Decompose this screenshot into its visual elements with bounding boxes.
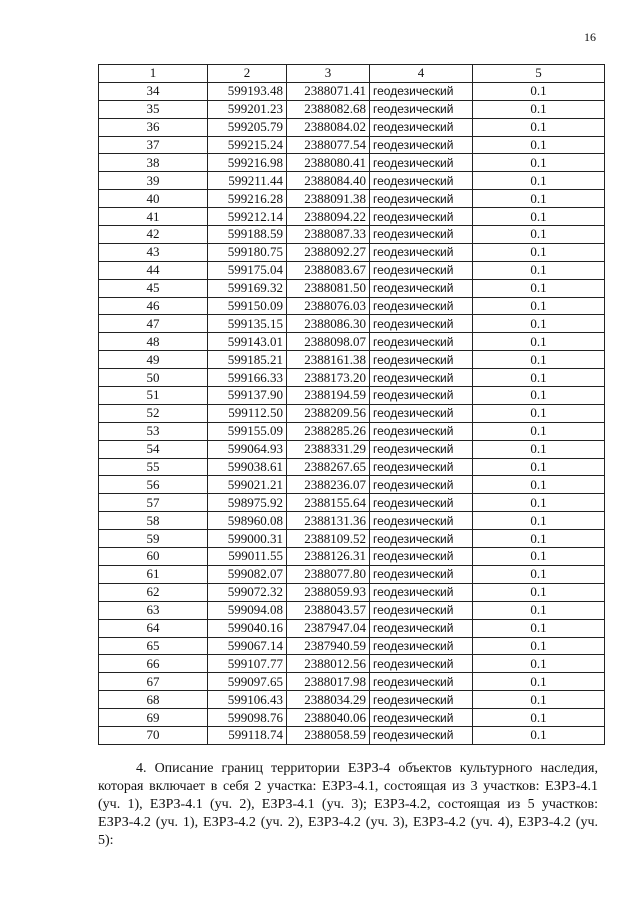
y-coordinate-cell: 2388173.20 [287, 369, 370, 387]
accuracy-cell: 0.1 [473, 118, 605, 136]
table-row [99, 387, 605, 405]
method-cell: геодезический [370, 726, 473, 744]
y-coordinate-cell: 2388131.36 [287, 512, 370, 530]
x-coordinate-cell: 599205.79 [208, 118, 287, 136]
accuracy-cell: 0.1 [473, 726, 605, 744]
table-row [99, 601, 605, 619]
accuracy-cell: 0.1 [473, 637, 605, 655]
point-number-cell: 45 [99, 279, 208, 297]
table-row [99, 190, 605, 208]
x-coordinate-cell: 599150.09 [208, 297, 287, 315]
accuracy-cell: 0.1 [473, 351, 605, 369]
point-number-cell: 42 [99, 226, 208, 244]
y-coordinate-cell: 2388083.67 [287, 261, 370, 279]
x-coordinate-cell: 599216.98 [208, 154, 287, 172]
accuracy-cell: 0.1 [473, 369, 605, 387]
accuracy-cell: 0.1 [473, 565, 605, 583]
x-coordinate-cell: 599212.14 [208, 208, 287, 226]
point-number-cell: 41 [99, 208, 208, 226]
method-cell: геодезический [370, 387, 473, 405]
y-coordinate-cell: 2388087.33 [287, 226, 370, 244]
y-coordinate-cell: 2388285.26 [287, 422, 370, 440]
table-row [99, 619, 605, 637]
method-cell: геодезический [370, 172, 473, 190]
method-cell: геодезический [370, 279, 473, 297]
table-row [99, 154, 605, 172]
point-number-cell: 55 [99, 458, 208, 476]
x-coordinate-cell: 599067.14 [208, 637, 287, 655]
method-cell: геодезический [370, 404, 473, 422]
x-coordinate-cell: 599188.59 [208, 226, 287, 244]
x-coordinate-cell: 599193.48 [208, 82, 287, 100]
table-row [99, 118, 605, 136]
accuracy-cell: 0.1 [473, 226, 605, 244]
point-number-cell: 44 [99, 261, 208, 279]
header-cell-2: 2 [208, 65, 287, 83]
x-coordinate-cell: 599097.65 [208, 673, 287, 691]
table-row [99, 208, 605, 226]
table-row [99, 136, 605, 154]
method-cell: геодезический [370, 315, 473, 333]
accuracy-cell: 0.1 [473, 404, 605, 422]
point-number-cell: 57 [99, 494, 208, 512]
table-row [99, 494, 605, 512]
point-number-cell: 64 [99, 619, 208, 637]
y-coordinate-cell: 2388081.50 [287, 279, 370, 297]
method-cell: геодезический [370, 512, 473, 530]
point-number-cell: 36 [99, 118, 208, 136]
accuracy-cell: 0.1 [473, 333, 605, 351]
table-row [99, 726, 605, 744]
point-number-cell: 40 [99, 190, 208, 208]
accuracy-cell: 0.1 [473, 136, 605, 154]
table-header-row [99, 65, 605, 83]
method-cell: геодезический [370, 691, 473, 709]
point-number-cell: 65 [99, 637, 208, 655]
point-number-cell: 37 [99, 136, 208, 154]
y-coordinate-cell: 2388077.80 [287, 565, 370, 583]
y-coordinate-cell: 2387947.04 [287, 619, 370, 637]
method-cell: геодезический [370, 583, 473, 601]
accuracy-cell: 0.1 [473, 601, 605, 619]
point-number-cell: 58 [99, 512, 208, 530]
method-cell: геодезический [370, 548, 473, 566]
accuracy-cell: 0.1 [473, 512, 605, 530]
y-coordinate-cell: 2388126.31 [287, 548, 370, 566]
method-cell: геодезический [370, 333, 473, 351]
page-number: 16 [584, 30, 596, 44]
x-coordinate-cell: 598975.92 [208, 494, 287, 512]
method-cell: геодезический [370, 226, 473, 244]
accuracy-cell: 0.1 [473, 619, 605, 637]
y-coordinate-cell: 2387940.59 [287, 637, 370, 655]
point-number-cell: 50 [99, 369, 208, 387]
header-cell-4: 4 [370, 65, 473, 83]
y-coordinate-cell: 2388058.59 [287, 726, 370, 744]
method-cell: геодезический [370, 369, 473, 387]
point-number-cell: 52 [99, 404, 208, 422]
method-cell: геодезический [370, 100, 473, 118]
table-row [99, 476, 605, 494]
accuracy-cell: 0.1 [473, 583, 605, 601]
method-cell: геодезический [370, 208, 473, 226]
coordinates-table [98, 64, 605, 745]
x-coordinate-cell: 599094.08 [208, 601, 287, 619]
accuracy-cell: 0.1 [473, 530, 605, 548]
table-row [99, 655, 605, 673]
accuracy-cell: 0.1 [473, 100, 605, 118]
method-cell: геодезический [370, 261, 473, 279]
method-cell: геодезический [370, 440, 473, 458]
point-number-cell: 47 [99, 315, 208, 333]
x-coordinate-cell: 599166.33 [208, 369, 287, 387]
accuracy-cell: 0.1 [473, 387, 605, 405]
accuracy-cell: 0.1 [473, 243, 605, 261]
point-number-cell: 39 [99, 172, 208, 190]
table-row [99, 243, 605, 261]
accuracy-cell: 0.1 [473, 315, 605, 333]
x-coordinate-cell: 599118.74 [208, 726, 287, 744]
accuracy-cell: 0.1 [473, 172, 605, 190]
method-cell: геодезический [370, 494, 473, 512]
y-coordinate-cell: 2388012.56 [287, 655, 370, 673]
table-row [99, 440, 605, 458]
y-coordinate-cell: 2388071.41 [287, 82, 370, 100]
method-cell: геодезический [370, 601, 473, 619]
y-coordinate-cell: 2388331.29 [287, 440, 370, 458]
method-cell: геодезический [370, 655, 473, 673]
accuracy-cell: 0.1 [473, 297, 605, 315]
header-cell-1: 1 [99, 65, 208, 83]
x-coordinate-cell: 599072.32 [208, 583, 287, 601]
x-coordinate-cell: 599175.04 [208, 261, 287, 279]
y-coordinate-cell: 2388084.02 [287, 118, 370, 136]
point-number-cell: 38 [99, 154, 208, 172]
table-row [99, 261, 605, 279]
x-coordinate-cell: 599180.75 [208, 243, 287, 261]
y-coordinate-cell: 2388155.64 [287, 494, 370, 512]
point-number-cell: 49 [99, 351, 208, 369]
method-cell: геодезический [370, 351, 473, 369]
y-coordinate-cell: 2388080.41 [287, 154, 370, 172]
accuracy-cell: 0.1 [473, 154, 605, 172]
x-coordinate-cell: 599169.32 [208, 279, 287, 297]
y-coordinate-cell: 2388076.03 [287, 297, 370, 315]
table-row [99, 565, 605, 583]
y-coordinate-cell: 2388209.56 [287, 404, 370, 422]
y-coordinate-cell: 2388091.38 [287, 190, 370, 208]
y-coordinate-cell: 2388094.22 [287, 208, 370, 226]
method-cell: геодезический [370, 297, 473, 315]
table-row [99, 100, 605, 118]
table-row [99, 583, 605, 601]
method-cell: геодезический [370, 190, 473, 208]
y-coordinate-cell: 2388267.65 [287, 458, 370, 476]
x-coordinate-cell: 599106.43 [208, 691, 287, 709]
x-coordinate-cell: 599021.21 [208, 476, 287, 494]
point-number-cell: 51 [99, 387, 208, 405]
point-number-cell: 48 [99, 333, 208, 351]
x-coordinate-cell: 599107.77 [208, 655, 287, 673]
method-cell: геодезический [370, 709, 473, 727]
table-row [99, 351, 605, 369]
point-number-cell: 70 [99, 726, 208, 744]
accuracy-cell: 0.1 [473, 190, 605, 208]
accuracy-cell: 0.1 [473, 440, 605, 458]
x-coordinate-cell: 599064.93 [208, 440, 287, 458]
description-paragraph: 4. Описание границ территории ЕЗРЗ-4 объектов культурного наследия, которая включает в себя 2 участка: ЕЗРЗ-4.1, состоящая из 3 участков: ЕЗРЗ-4.1 (уч. 1), ЕЗРЗ-4.1 (уч. 2), ЕЗРЗ-4.1 (уч. 3); ЕЗРЗ-4.2, состоящая из 5 участков: ЕЗРЗ-4.2 (уч. 1), ЕЗРЗ-4.2 (уч. 2), ЕЗРЗ-4.2 (уч. 3), ЕЗРЗ-4.2 (уч. 4), ЕЗРЗ-4.2 (уч. 5): [98, 761, 598, 848]
x-coordinate-cell: 599112.50 [208, 404, 287, 422]
table-row [99, 279, 605, 297]
x-coordinate-cell: 599038.61 [208, 458, 287, 476]
method-cell: геодезический [370, 476, 473, 494]
method-cell: геодезический [370, 565, 473, 583]
y-coordinate-cell: 2388043.57 [287, 601, 370, 619]
table-row [99, 673, 605, 691]
x-coordinate-cell: 599185.21 [208, 351, 287, 369]
y-coordinate-cell: 2388086.30 [287, 315, 370, 333]
y-coordinate-cell: 2388034.29 [287, 691, 370, 709]
accuracy-cell: 0.1 [473, 208, 605, 226]
method-cell: геодезический [370, 673, 473, 691]
accuracy-cell: 0.1 [473, 476, 605, 494]
x-coordinate-cell: 599211.44 [208, 172, 287, 190]
x-coordinate-cell: 598960.08 [208, 512, 287, 530]
table-row [99, 369, 605, 387]
x-coordinate-cell: 599155.09 [208, 422, 287, 440]
table-row [99, 422, 605, 440]
x-coordinate-cell: 599201.23 [208, 100, 287, 118]
point-number-cell: 60 [99, 548, 208, 566]
accuracy-cell: 0.1 [473, 655, 605, 673]
y-coordinate-cell: 2388084.40 [287, 172, 370, 190]
method-cell: геодезический [370, 243, 473, 261]
point-number-cell: 53 [99, 422, 208, 440]
table-row [99, 637, 605, 655]
table-row [99, 82, 605, 100]
x-coordinate-cell: 599011.55 [208, 548, 287, 566]
section-description [98, 760, 598, 850]
point-number-cell: 34 [99, 82, 208, 100]
x-coordinate-cell: 599216.28 [208, 190, 287, 208]
y-coordinate-cell: 2388098.07 [287, 333, 370, 351]
table-row [99, 458, 605, 476]
y-coordinate-cell: 2388194.59 [287, 387, 370, 405]
method-cell: геодезический [370, 619, 473, 637]
x-coordinate-cell: 599143.01 [208, 333, 287, 351]
point-number-cell: 43 [99, 243, 208, 261]
table-row [99, 297, 605, 315]
point-number-cell: 66 [99, 655, 208, 673]
coordinates-table-body [99, 65, 605, 745]
point-number-cell: 59 [99, 530, 208, 548]
table-row [99, 530, 605, 548]
accuracy-cell: 0.1 [473, 458, 605, 476]
y-coordinate-cell: 2388040.06 [287, 709, 370, 727]
method-cell: геодезический [370, 82, 473, 100]
accuracy-cell: 0.1 [473, 494, 605, 512]
method-cell: геодезический [370, 530, 473, 548]
accuracy-cell: 0.1 [473, 261, 605, 279]
table-row [99, 691, 605, 709]
x-coordinate-cell: 599098.76 [208, 709, 287, 727]
table-row [99, 315, 605, 333]
accuracy-cell: 0.1 [473, 709, 605, 727]
point-number-cell: 35 [99, 100, 208, 118]
accuracy-cell: 0.1 [473, 548, 605, 566]
accuracy-cell: 0.1 [473, 673, 605, 691]
point-number-cell: 69 [99, 709, 208, 727]
x-coordinate-cell: 599215.24 [208, 136, 287, 154]
x-coordinate-cell: 599000.31 [208, 530, 287, 548]
table-row [99, 548, 605, 566]
point-number-cell: 56 [99, 476, 208, 494]
method-cell: геодезический [370, 422, 473, 440]
method-cell: геодезический [370, 154, 473, 172]
method-cell: геодезический [370, 118, 473, 136]
y-coordinate-cell: 2388109.52 [287, 530, 370, 548]
header-cell-3: 3 [287, 65, 370, 83]
accuracy-cell: 0.1 [473, 691, 605, 709]
x-coordinate-cell: 599040.16 [208, 619, 287, 637]
table-row [99, 404, 605, 422]
table-row [99, 333, 605, 351]
method-cell: геодезический [370, 637, 473, 655]
y-coordinate-cell: 2388092.27 [287, 243, 370, 261]
x-coordinate-cell: 599137.90 [208, 387, 287, 405]
accuracy-cell: 0.1 [473, 422, 605, 440]
x-coordinate-cell: 599135.15 [208, 315, 287, 333]
point-number-cell: 63 [99, 601, 208, 619]
table-row [99, 512, 605, 530]
y-coordinate-cell: 2388082.68 [287, 100, 370, 118]
table-row [99, 709, 605, 727]
y-coordinate-cell: 2388017.98 [287, 673, 370, 691]
point-number-cell: 67 [99, 673, 208, 691]
accuracy-cell: 0.1 [473, 82, 605, 100]
method-cell: геодезический [370, 136, 473, 154]
method-cell: геодезический [370, 458, 473, 476]
y-coordinate-cell: 2388236.07 [287, 476, 370, 494]
point-number-cell: 46 [99, 297, 208, 315]
y-coordinate-cell: 2388161.38 [287, 351, 370, 369]
point-number-cell: 62 [99, 583, 208, 601]
accuracy-cell: 0.1 [473, 279, 605, 297]
point-number-cell: 61 [99, 565, 208, 583]
point-number-cell: 54 [99, 440, 208, 458]
y-coordinate-cell: 2388059.93 [287, 583, 370, 601]
point-number-cell: 68 [99, 691, 208, 709]
y-coordinate-cell: 2388077.54 [287, 136, 370, 154]
header-cell-5: 5 [473, 65, 605, 83]
table-row [99, 226, 605, 244]
x-coordinate-cell: 599082.07 [208, 565, 287, 583]
table-row [99, 172, 605, 190]
